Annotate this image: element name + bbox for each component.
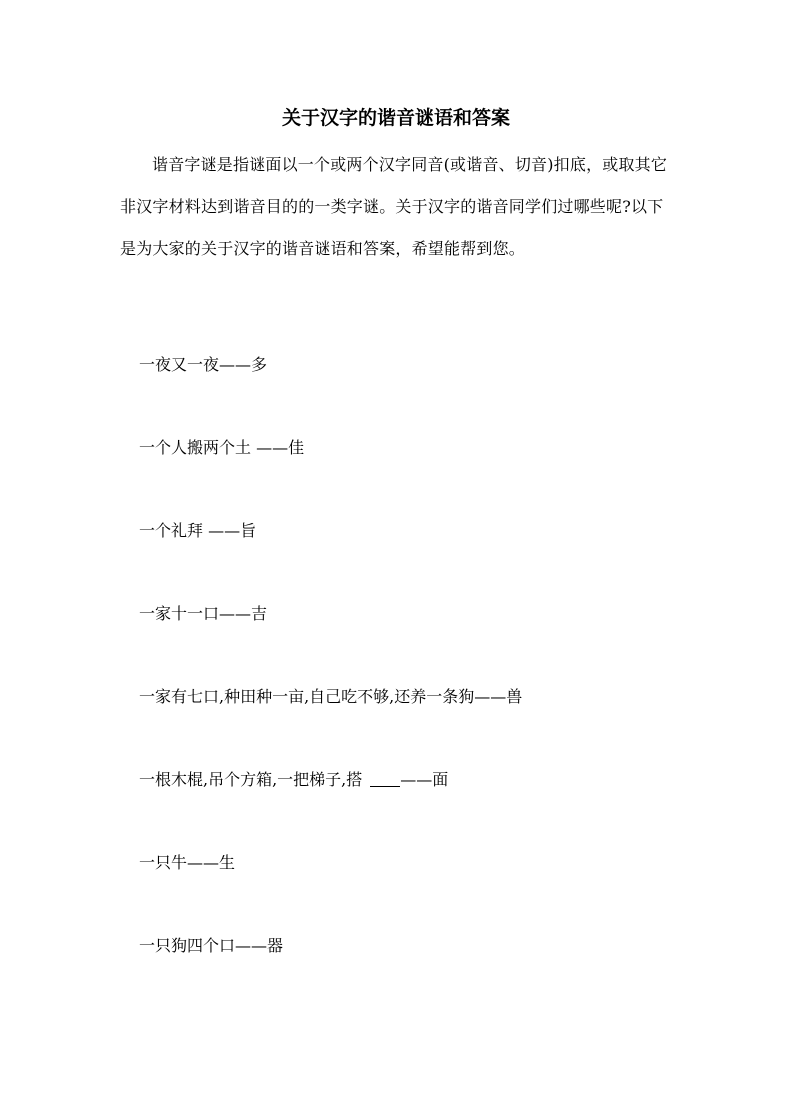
riddle-dash: —— [474,687,507,706]
riddle-dash: —— [219,604,252,623]
riddle-item [139,518,256,544]
riddle-answer: 吉 [251,604,268,623]
riddle-question: 一只狗四个口 [139,936,236,955]
riddle-answer: 生 [219,853,236,872]
riddle-question: 一个人搬两个土 [139,438,257,457]
riddle-question: 一个礼拜 [139,521,209,540]
riddle-item [139,767,448,793]
riddle-answer: 器 [267,936,284,955]
answer-blank [370,770,400,787]
riddle-item [139,850,235,876]
riddle-answer: 多 [251,355,268,374]
riddle-question: 一家十一口 [139,604,220,623]
document-title: 关于汉字的谐音谜语和答案 [281,107,510,129]
riddle-question: 一夜又一夜 [139,355,220,374]
riddle-answer: 兽 [506,687,523,706]
riddle-question: 一只牛 [139,853,188,872]
riddle-dash: —— [208,521,241,540]
riddle-question: 一根木棍,吊个方箱,一把梯子,搭 [139,770,363,789]
riddle-dash: —— [235,936,268,955]
riddle-item [139,601,267,627]
intro-paragraph: 谐音字谜是指谜面以一个或两个汉字同音(或谐音、切音)扣底，或取其它非汉字材料达到谐音目的的一类字谜。关于汉字的谐音同学们过哪些呢?以下是为大家的关于汉字的谐音谜语和答案，希望能帮到您。 [120,155,668,258]
riddle-question: 一家有七口,种田种一亩,自己吃不够,还养一条狗 [139,687,475,706]
riddle-answer: 佳 [288,438,305,457]
riddle-dash: —— [187,853,220,872]
riddle-answer: 面 [432,770,449,789]
riddle-item [139,684,522,710]
riddle-dash: —— [256,438,289,457]
riddle-item [139,352,267,378]
riddle-dash: —— [219,355,252,374]
riddle-item [139,435,304,461]
riddle-item [139,933,283,959]
riddle-answer: 旨 [240,521,257,540]
riddle-dash: —— [400,770,433,789]
